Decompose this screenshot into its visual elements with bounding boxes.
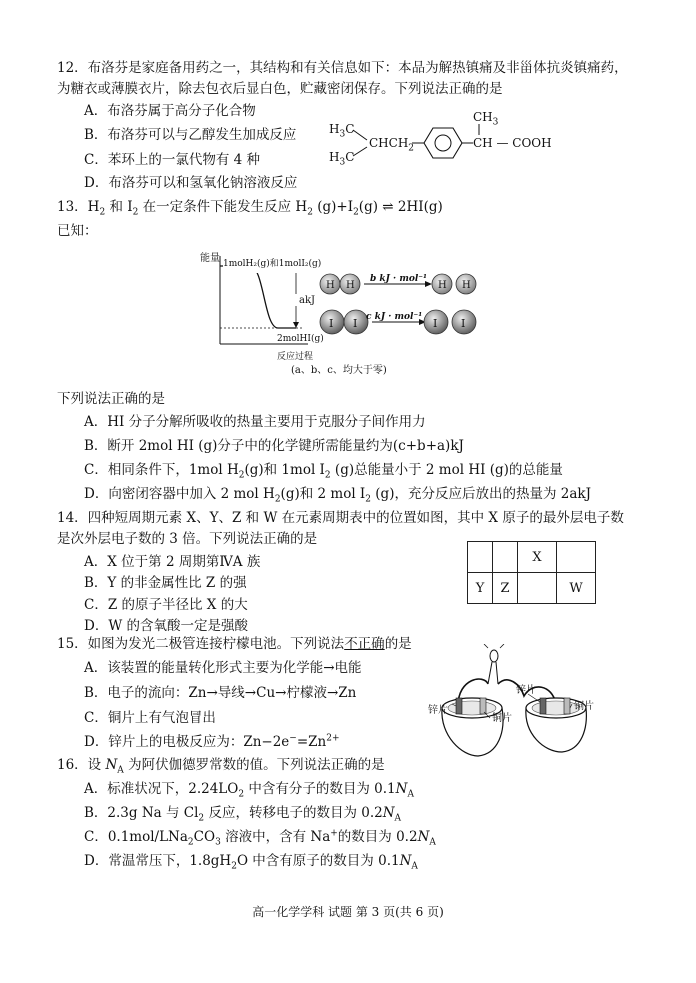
i-atom-4: I <box>461 317 466 330</box>
pt-cell-w: W <box>557 573 596 604</box>
i-atom-3: I <box>433 317 438 330</box>
q13-stem: 13．$H_2$ 和 $I_2$ 在一定条件下能发生反应 $H_2$ $(g)+I_2(g)$ ⇌ 2HI(g) <box>57 199 443 218</box>
periodic-table-fragment <box>467 541 596 604</box>
q15-stem: 15．如图为发光二极管连接柠檬电池。下列说法不正确的是 <box>57 636 412 652</box>
h-atom-3: H <box>438 280 447 291</box>
ch-cooh: CH — COOH <box>473 136 552 150</box>
hh-bond-energy: b kJ · mol⁻¹ <box>370 274 427 284</box>
zinc-label-right: 锌片 <box>516 685 536 696</box>
lemon-battery-figure <box>428 644 600 762</box>
h-atom-2: H <box>346 280 355 291</box>
q16-option-b: B．2.3g Na 与 $Cl_2$ 反应，转移电子的数目为 $0.2N_A$ <box>84 805 402 824</box>
h-atom-4: H <box>462 280 471 291</box>
pt-cell-y: Y <box>468 573 493 604</box>
product-label: 2molHI(g) <box>277 334 324 344</box>
q12-option-a: A．布洛芬属于高分子化合物 <box>84 103 256 119</box>
q15-option-d: D．锌片上的电极反应为：$Zn-2e^-=Zn^{2+}$ <box>84 733 340 750</box>
q13-known: 已知： <box>57 223 98 239</box>
q15-option-c: C．铜片上有气泡冒出 <box>84 710 216 726</box>
reactant-label: 1molH₂(g)和1molI₂(g) <box>223 255 321 273</box>
q16-option-a: A．标准状况下，$2.24LO_2$ 中含有分子的数目为 $0.1N_A$ <box>84 781 414 800</box>
q13-option-b: B．断开 2mol HI (g)分子中的化学键所需能量约为(c+b+a)kJ <box>84 438 464 454</box>
q16-option-c: C．$0.1mol/LNa_2CO_3$ 溶液中，含有 Na+的数目为 $0.2N_A$ <box>84 828 436 848</box>
q13-option-a: A．HI 分子分解所吸收的热量主要用于克服分子间作用力 <box>84 414 426 430</box>
copper-label-left: 铜片 <box>492 713 512 724</box>
q12-option-c: C．苯环上的一氯代物有 4 种 <box>84 152 261 168</box>
pt-cell <box>468 542 493 573</box>
benzene-ring-bonds <box>325 110 560 174</box>
chch2-group: $CHCH_2$ <box>369 136 415 154</box>
q16-stem: 16．设 $N_A$ 为阿伏伽德罗常数的值。下列说法正确的是 <box>57 757 385 776</box>
pt-cell <box>493 542 518 573</box>
h-atom-1: H <box>326 280 335 291</box>
reaction-axis-label: 反应过程 <box>277 352 314 362</box>
q13-option-c: C．相同条件下，1mol $H_2(g)$和 1mol $I_2$ (g)总能量小于 2 mol HI (g)的总能量 <box>84 462 563 481</box>
pt-cell-x: X <box>518 542 557 573</box>
pt-cell <box>557 542 596 573</box>
equilibrium-arrow: ⇌ <box>382 199 394 215</box>
q14-stem-line1: 14．四种短周期元素 X、Y、Z 和 W 在元素周期表中的位置如图，其中 X 原子的最外层电子数 <box>57 510 624 526</box>
ibuprofen-structure <box>325 110 560 174</box>
methyl-bottom: $H_3C$ <box>329 150 355 168</box>
methyl-top: $H_3C$ <box>329 122 355 140</box>
q12-stem-line2: 为糖衣或薄膜衣片，除去包衣后显白色，贮藏密闭保存。下列说法正确的是 <box>57 81 503 97</box>
ii-bond-energy: c kJ · mol⁻¹ <box>366 312 423 322</box>
q14-option-d: D．W 的含氧酸一定是强酸 <box>84 618 248 634</box>
energy-diagram <box>198 250 498 378</box>
q14-option-c: C．Z 的原子半径比 X 的大 <box>84 597 248 613</box>
q16-option-d: D．常温常压下，$1.8gH_2O$ 中含有原子的数目为 $0.1N_A$ <box>84 853 418 872</box>
q13-prompt: 下列说法正确的是 <box>57 391 165 407</box>
q14-option-b: B．Y 的非金属性比 Z 的强 <box>84 575 247 591</box>
q14-stem-line2: 是次外层电子数的 3 倍。下列说法正确的是 <box>57 531 318 547</box>
q15-option-b: B．电子的流向：Zn→导线→Cu→柠檬液→Zn <box>84 685 357 701</box>
copper-label-right: 铜片 <box>574 701 594 712</box>
i-atom-1: I <box>329 317 334 330</box>
q12-option-d: D．布洛芬可以和氢氧化钠溶液反应 <box>84 175 298 191</box>
ch3-branch: $CH_3$ <box>473 110 499 128</box>
q12-option-b: B．布洛芬可以与乙醇发生加成反应 <box>84 127 297 143</box>
i-atom-2: I <box>353 317 358 330</box>
delta-label: akJ <box>299 295 316 306</box>
negation-underline: 不正确 <box>344 636 385 652</box>
zinc-label-left: 锌片 <box>428 705 448 716</box>
q13-option-d: D．向密闭容器中加入 2 mol $H_2(g)$和 2 mol $I_2$ (g)，充分反应后放出的热量为 2akJ <box>84 486 591 505</box>
q14-option-a: A．X 位于第 2 周期第ⅣA 族 <box>84 554 261 570</box>
positive-note: (a、b、c、均大于零) <box>291 365 387 376</box>
page-footer: 高一化学学科 试题 第 3 页(共 6 页) <box>252 905 444 919</box>
pt-cell-z: Z <box>493 573 518 604</box>
pt-cell <box>518 573 557 604</box>
q15-option-a: A．该装置的能量转化形式主要为化学能→电能 <box>84 660 362 676</box>
q12-stem-line1: 12．布洛芬是家庭备用药之一，其结构和有关信息如下：本品为解热镇痛及非甾体抗炎镇痛药， <box>57 60 628 76</box>
energy-axis-label: 能量 <box>200 253 220 264</box>
